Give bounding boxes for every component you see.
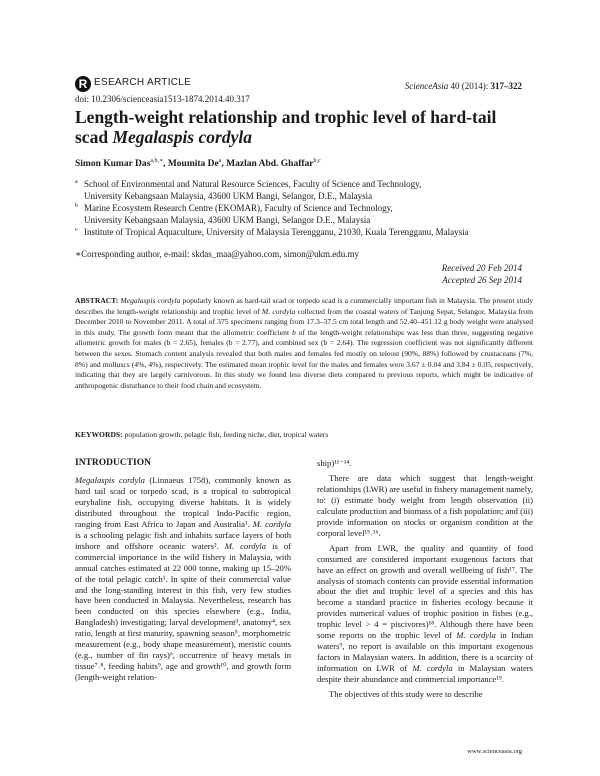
- title-line-2: scad: [75, 127, 113, 147]
- journal-citation: [405, 81, 522, 91]
- left-column: [75, 458, 291, 687]
- body-text: in Malaysian waters despite their abundance and commercial importance¹⁹.: [317, 663, 533, 685]
- abstract-b: b: [291, 327, 296, 337]
- affiliation-mark: a: [75, 179, 78, 185]
- corresponding-author[interactable]: ∗Corresponding author, e-mail: skdas_maa@yahoo.com, simon@ukm.edu.my: [75, 249, 360, 259]
- abstract-species: Megalaspis cordyla: [120, 296, 181, 305]
- paper-title: [75, 107, 535, 147]
- footer-url[interactable]: www.scienceasia.org: [467, 748, 522, 755]
- title-line-1: Length-weight relationship and trophic level of hard-tail: [75, 107, 497, 127]
- affiliation-mark: c: [75, 227, 78, 233]
- abstract-text-2: collected from the coastal waters of Tanjung Sepat, Selangor, Malaysia from December 2010 to November 2011. A total of 375 specimens ranging from 17.3–37.5 cm total length and 52.40–451.12 g body weight were analysed in this study. The growth form meant that the allometric coefficient: [75, 306, 533, 337]
- author-2: , Moumita De: [163, 159, 219, 170]
- doi-link[interactable]: doi: 10.2306/scienceasia1513-1874.2014.40.317: [75, 94, 250, 104]
- body-text: (Linnaeus 1758), commonly known as hard tail scad or torpedo scad, is a tropical to subtropical euryhaline fish, occupying diverse habitats. It is widely distributed throughout the tropical Indo-Pacific region, ranging from East Africa to Japan and Australia¹.: [75, 475, 291, 529]
- body-text: Apart from LWR, the quality and quantity of food consumed are considered important exogenous factors that have an effect on growth and overall wellbeing of fish¹⁷. The analysis of stomach contents can provide essential information about the diet and trophic level of a species and this has become a standard practice in fisheries ecology because it provides numerical values of trophic position in fishes (e.g., trophic level > 4 = piscivores)¹⁸. Although there have been some reports on the trophic level of: [317, 542, 533, 641]
- abstract-text-3: of the length-weight relationships was less than three, suggesting negative allometric growth for males (b = 2.65), females (b = 2.77), and combined sex (b = 2.64). The regression coefficient was not significantly different between the sexes. Stomach content analysis revealed that both males and females fed mostly on teleost (90%, 88%) followed by crustaceans (7%, 8%) and molluscs (4%, 4%), respectively. The estimated mean trophic level for the males and females were 3.67 ± 0.04 and 3.84 ± 0.05, respectively, indicating that they are largely carnivorous. In this study we found less diverse diets compared to previous reports, which might be indicative of anthropogenic disturbance to their food chain and ecosystem.: [75, 327, 533, 390]
- intro-paragraph-4: The objectives of this study were to describe: [329, 689, 483, 700]
- abstract-label: ABSTRACT: [75, 296, 116, 305]
- abstract-species-2: M. cordyla: [261, 306, 296, 316]
- accepted-date: Accepted 26 Sep 2014: [442, 275, 522, 285]
- journal-pages: 317–322: [490, 81, 522, 91]
- keywords-label: KEYWORDS:: [75, 430, 123, 439]
- affiliation-mark: b: [75, 203, 78, 209]
- right-column: [317, 458, 533, 704]
- affiliation-c: [75, 227, 545, 239]
- intro-paragraph-2: There are data which suggest that length-weight relationships (LWR) are useful in fishery management namely, to: (i) estimate body weight from length observation (ii) calculate production and biomass of a fish population; and (iii) provide information on stocks or organism condition at the corporal level¹⁵˒¹⁶.: [317, 472, 533, 538]
- author-list: [75, 157, 321, 169]
- intro-paragraph-3: [317, 543, 533, 685]
- research-article-badge-icon: R: [75, 76, 91, 92]
- author-2-sup: a: [218, 158, 222, 164]
- species-name: M. cordyla: [412, 663, 453, 674]
- affiliation-line: School of Environmental and Natural Resource Sciences, Faculty of Science and Technology,: [84, 179, 422, 189]
- intro-continuation: ship)¹¹⁻¹⁴.: [317, 458, 352, 468]
- dates-block: [442, 262, 522, 286]
- section-heading: INTRODUCTION: [75, 458, 152, 468]
- species-name: M. cordyla: [456, 630, 496, 641]
- author-3: , Mazlan Abd. Ghaffar: [221, 159, 314, 170]
- author-1-sup: a,b,∗: [150, 158, 164, 164]
- keywords-text: population growth, pelagic fish, feeding niche, diet, tropical waters: [122, 430, 329, 439]
- article-type-label: ESEARCH ARTICLE: [94, 77, 192, 88]
- intro-paragraph-1: [75, 475, 291, 683]
- received-date: Received 20 Feb 2014: [441, 263, 522, 273]
- affiliation-line: Institute of Tropical Aquaculture, University of Malaysia Terengganu, 21030, Kuala Terengganu, Malaysia: [84, 227, 469, 237]
- species-name: M. cordyla: [252, 518, 292, 529]
- affiliation-line: University Kebangsaan Malaysia, 43600 UKM Bangi, Selangor, D.E., Malaysia: [84, 190, 373, 201]
- body-text: is a schooling pelagic fish and inhabits surface layers of both inshore and offshore oceanic waters².: [75, 529, 291, 551]
- journal-volume: 40 (2014):: [448, 81, 491, 91]
- keywords: [75, 430, 533, 439]
- author-3-sup: b,c: [313, 158, 321, 164]
- affiliation-a: [75, 179, 545, 202]
- title-species: Megalaspis cordyla: [112, 127, 252, 147]
- body-text: in Indian waters⁹, no report is available on this important exogenous factors in Malaysian waters. In addition, there is a scarcity of information on LWR of: [317, 630, 534, 674]
- body-text: is of commercial importance in the wild fishery in Malaysia, with annual catches estimated at 22 000 tonne, making up 15–20% of the total pelagic catch¹. In spite of their commercial value and the long-standing interest in this fish, very few studies have been conducted in Malaysia. Nevertheless, research has been conducted on this species elsewhere (e.g., India, Bangladesh) investigating; larval development³, anatomy⁴, sex ratio, length at first maturity, spawning season⁵, morphometric measurement (e.g., body shape measurement), meristic counts (e.g., number of fin rays)⁶, occurrence of heavy metals in tissue⁷˒⁸, feeding habits⁹, age and growth¹⁰, and growth form (length-weight relation-: [75, 540, 292, 683]
- journal-name: ScienceAsia: [404, 81, 449, 91]
- author-1: Simon Kumar Das: [75, 159, 151, 170]
- abstract: ABSTRACT: Megalaspis cordyla popularly known as hard-tail scad or torpedo scad is a commercially important fish in Malaysia. The present study describes the length-weight relationship and trophic level of M. cordyla collected from the coastal waters of Tanjung Sepat, Selangor, Malaysia from December 2010 to November 2011. A total of 375 specimens ranging from 17.3–37.5 cm total length and 52.40–451.12 g body weight were analysed in this study. The growth form meant that the allometric coefficient b of the length-weight relationships was less than three, suggesting negative allometric growth for males (b = 2.65), females (b = 2.77), and combined sex (b = 2.64). The regression coefficient was not significantly different between the sexes. Stomach content analysis revealed that both males and females fed mostly on teleost (90%, 88%) followed by crustaceans (7%, 8%) and molluscs (4%, 4%), respectively. The estimated mean trophic level for the males and females were 3.67 ± 0.04 and 3.84 ± 0.05, respectively, indicating that they are largely carnivorous. In this study we found less diverse diets compared to previous reports, which might be indicative of anthropogenic disturbance to their food chain and ecosystem.: [75, 296, 533, 390]
- abstract-text-1: popularly known as hard-tail scad or torpedo scad is a commercially important fish in Malaysia. The present study describes the length-weight relationship and trophic level of: [75, 296, 533, 316]
- species-name: M. cordyla: [224, 540, 267, 551]
- species-name: Megalaspis cordyla: [75, 475, 145, 485]
- affiliation-line: University Kebangsaan Malaysia, 43600 UKM Bangi, Selangor D.E., Malaysia: [84, 214, 371, 225]
- affiliation-line: Marine Ecosystem Research Centre (EKOMAR), Faculty of Science and Technology,: [84, 203, 393, 213]
- affiliation-b: [75, 203, 545, 226]
